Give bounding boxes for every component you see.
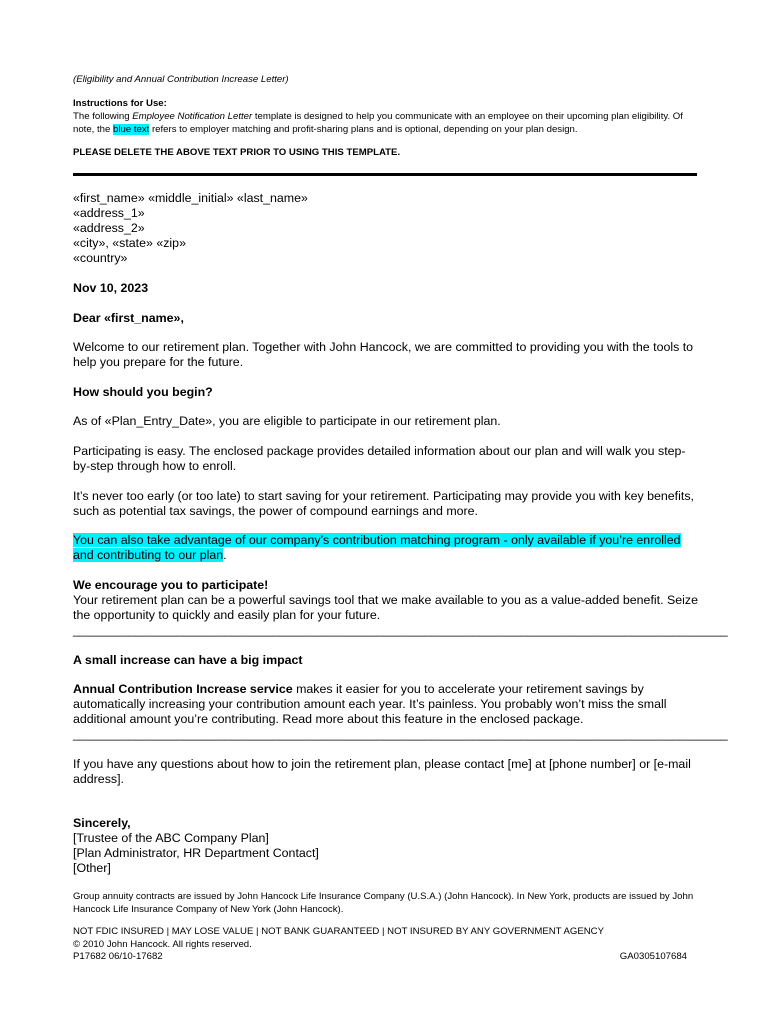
section-separator: _______________________________________________________________________________________________ <box>73 727 728 741</box>
footer-copyright: © 2010 John Hancock. All rights reserved. <box>73 939 252 950</box>
footer-disclosure: Group annuity contracts are issued by John Hancock Life Insurance Company (U.S.A.) (John Hancock). In New York, products are issued by John Hancock Life Insurance Company of New York (John Hancock). <box>73 891 694 915</box>
increase-paragraph: Annual Contribution Increase service makes it easier for you to accelerate your retirement savings by automatically increasing your contribution amount each year. It’s painless. You probably won’t miss the small additional amount you’re contributing. Read more about this feature in the enclosed package. <box>73 682 667 726</box>
footer-fdic: NOT FDIC INSURED | MAY LOSE VALUE | NOT BANK GUARANTEED | NOT INSURED BY ANY GOVERNMENT AGENCY <box>73 926 604 937</box>
matching-highlight: You can also take advantage of our company’s contribution matching program - only available if you’re enrolled and contributing to our plan <box>73 533 681 562</box>
template-title: (Eligibility and Annual Contribution Increase Letter) <box>73 74 289 85</box>
document-code: GA0305107684 <box>619 951 687 962</box>
header-divider <box>73 173 697 176</box>
footer-codes <box>73 950 687 963</box>
questions-paragraph: If you have any questions about how to join the retirement plan, please contact [me] at [phone number] or [e-mail address]. <box>73 757 691 786</box>
recipient-address: «first_name» «middle_initial» «last_name» «address_1» «address_2» «city», «state» «zip» «country» <box>73 191 308 265</box>
letter-date: Nov 10, 2023 <box>73 281 149 295</box>
instructions-text: The following Employee Notification Letter template is designed to help you communicate with an employee on their upcoming plan eligibility. Of note, the blue text refers to employer matching and profit-sharing plans and is optional, depending on your plan design. <box>73 111 683 135</box>
greeting: Dear «first_name», <box>73 311 184 325</box>
closing: Sincerely, <box>73 816 131 830</box>
instructions-heading: Instructions for Use: <box>73 98 167 109</box>
intro-paragraph: Welcome to our retirement plan. Together with John Hancock, we are committed to providing you with the tools to help you prepare for the future. <box>73 340 694 369</box>
participating-paragraph: Participating is easy. The enclosed package provides detailed information about our plan and will walk you step-by-step through how to enroll. <box>73 444 686 473</box>
encourage-paragraph: Your retirement plan can be a powerful savings tool that we make available to you as a value-added benefit. Seize the opportunity to quickly and easily plan for your future. <box>73 593 698 622</box>
signature-block: [Trustee of the ABC Company Plan] [Plan Administrator, HR Department Contact] [Other] <box>73 831 319 875</box>
blue-text-highlight: blue text <box>113 124 150 135</box>
encourage-heading: We encourage you to participate! <box>73 578 269 592</box>
increase-heading: A small increase can have a big impact <box>73 653 303 667</box>
never-late-paragraph: It’s never too early (or too late) to start saving for your retirement. Participating may provide you with key benefits, such as potential tax savings, the power of compound earnings and more. <box>73 489 694 518</box>
section-separator: _______________________________________________________________________________________________ <box>73 623 728 637</box>
matching-paragraph: You can also take advantage of our company’s contribution matching program - only available if you’re enrolled and contributing to our plan. <box>73 533 681 562</box>
delete-notice: PLEASE DELETE THE ABOVE TEXT PRIOR TO USING THIS TEMPLATE. <box>73 147 401 158</box>
begin-heading: How should you begin? <box>73 385 213 399</box>
form-code: P17682 06/10-17682 <box>73 951 163 962</box>
eligibility-paragraph: As of «Plan_Entry_Date», you are eligible to participate in our retirement plan. <box>73 414 501 428</box>
